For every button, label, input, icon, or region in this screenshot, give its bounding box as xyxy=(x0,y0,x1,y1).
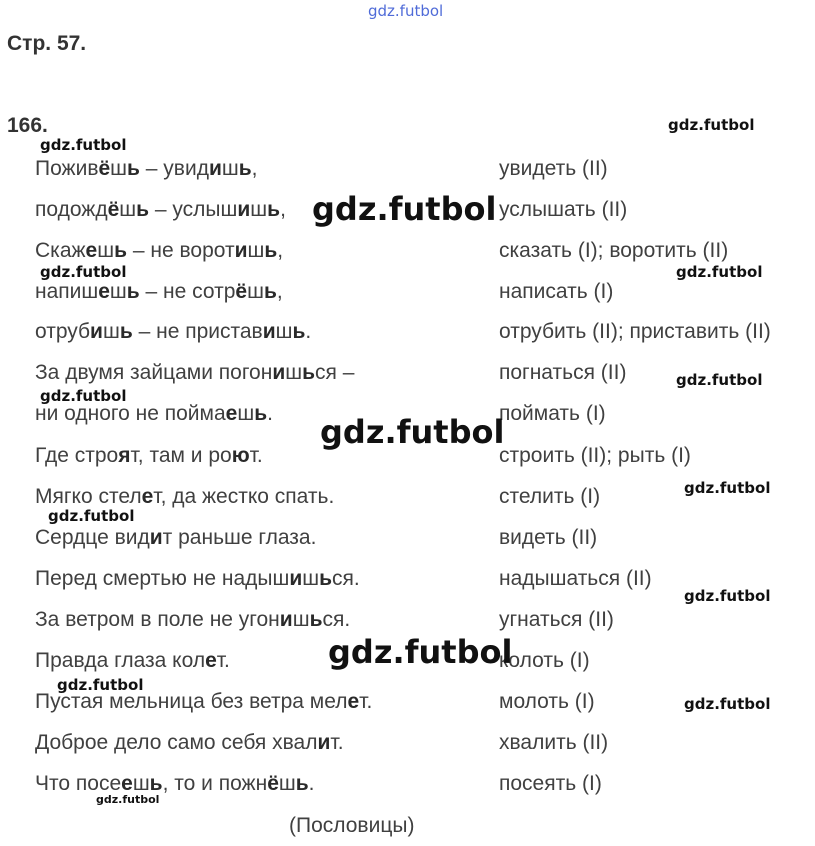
watermark: gdz.futbol xyxy=(40,387,127,405)
verb-infinitive: колоть (I) xyxy=(499,649,590,672)
watermark: gdz.futbol xyxy=(676,263,763,281)
verb-infinitive: строить (II); рыть (I) xyxy=(499,444,691,467)
proverb-line-8: Где строят, там и роют. xyxy=(35,444,263,467)
proverb-line-7: ни одного не поймаешь. xyxy=(35,402,273,425)
proverb-line-16: Что посеешь, то и пожнёшь. xyxy=(35,772,315,795)
verb-infinitive: видеть (II) xyxy=(499,526,598,549)
watermark: gdz.futbol xyxy=(48,507,135,525)
source-caption: (Пословицы) xyxy=(289,814,415,837)
verb-infinitive: отрубить (II); приставить (II) xyxy=(499,320,771,343)
watermark: gdz.futbol xyxy=(40,263,127,281)
proverb-line-3: Скажешь – не воротишь, xyxy=(35,239,284,262)
verb-infinitive: погнаться (II) xyxy=(499,361,627,384)
verb-infinitive: угнаться (II) xyxy=(499,608,614,631)
watermark: gdz.futbol xyxy=(57,676,144,694)
watermark: gdz.futbol xyxy=(684,587,771,605)
verb-infinitive: услышать (II) xyxy=(499,198,628,221)
proverb-line-5: отрубишь – не приставишь. xyxy=(35,320,312,343)
verb-infinitive: хвалить (II) xyxy=(499,731,609,754)
watermark: gdz.futbol xyxy=(96,793,160,806)
proverb-line-10: Сердце видит раньше глаза. xyxy=(35,526,317,549)
proverb-line-11: Перед смертью не надышишься. xyxy=(35,567,360,590)
watermark: gdz.futbol xyxy=(668,116,755,134)
proverb-line-2: подождёшь – услышишь, xyxy=(35,198,286,221)
proverb-line-14: Пустая мельница без ветра мелет. xyxy=(35,690,373,713)
verb-infinitive: посеять (I) xyxy=(499,772,602,795)
verb-infinitive: написать (I) xyxy=(499,280,614,303)
verb-infinitive: молоть (I) xyxy=(499,690,595,713)
verb-infinitive: сказать (I); воротить (II) xyxy=(499,239,729,262)
proverb-line-6: За двумя зайцами погонишься – xyxy=(35,361,355,384)
proverb-line-15: Доброе дело само себя хвалит. xyxy=(35,731,344,754)
watermark: gdz.futbol xyxy=(328,633,513,671)
verb-infinitive: надышаться (II) xyxy=(499,567,652,590)
watermark: gdz.futbol xyxy=(684,695,771,713)
proverb-line-1: Поживёшь – увидишь, xyxy=(35,157,258,180)
proverb-line-4: напишешь – не сотрёшь, xyxy=(35,280,283,303)
proverb-line-13: Правда глаза колет. xyxy=(35,649,230,672)
page-number: Стр. 57. xyxy=(7,32,87,55)
verb-infinitive: стелить (I) xyxy=(499,485,601,508)
watermark: gdz.futbol xyxy=(312,190,497,228)
task-number: 166. xyxy=(7,114,48,137)
watermark: gdz.futbol xyxy=(320,413,505,451)
watermark: gdz.futbol xyxy=(40,136,127,154)
watermark-top: gdz.futbol xyxy=(368,2,444,20)
watermark: gdz.futbol xyxy=(684,479,771,497)
proverb-line-9: Мягко стелет, да жестко спать. xyxy=(35,485,335,508)
verb-infinitive: увидеть (II) xyxy=(499,157,608,180)
watermark: gdz.futbol xyxy=(676,371,763,389)
proverb-line-12: За ветром в поле не угонишься. xyxy=(35,608,351,631)
verb-infinitive: поймать (I) xyxy=(499,402,606,425)
